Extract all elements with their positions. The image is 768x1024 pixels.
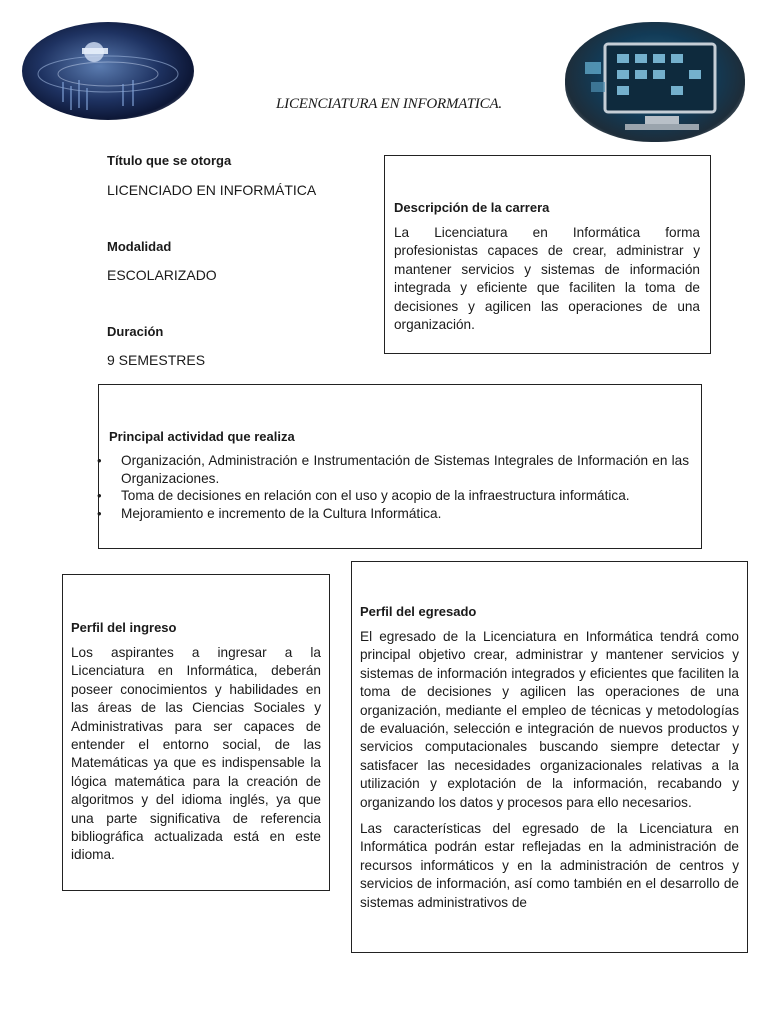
degree-value: LICENCIADO EN INFORMÁTICA: [107, 182, 317, 198]
career-description-text: La Licenciatura en Informática forma profesionistas capaces de crear, administrar y mantener servicios y sistemas de información integrada y eficiente que faciliten la toma de decisiones y agilicen las operaciones de una organización.: [394, 225, 700, 333]
degree-label: Título que se otorga: [107, 153, 232, 168]
bullet-icon: •: [97, 505, 102, 521]
entry-profile-title: Perfil del ingreso: [71, 620, 177, 635]
list-item: [97, 452, 689, 487]
graduate-profile-text-2: Las características del egresado de la Licenciatura en Informática podrán estar reflejadas en la administración de recursos informáticos y en la administración de centros y servicios de información, así como también en el desarrollo de sistemas administrativos de: [360, 821, 739, 910]
main-activity-box: [98, 384, 702, 549]
document-title: LICENCIATURA EN INFORMATICA.: [276, 96, 502, 112]
modality-value: ESCOLARIZADO: [107, 267, 217, 283]
list-item-text: Mejoramiento e incremento de la Cultura Informática.: [121, 505, 442, 521]
duration-label: Duración: [107, 324, 164, 339]
bullet-icon: •: [97, 453, 102, 468]
main-activity-title: Principal actividad que realiza: [109, 429, 295, 444]
entry-profile-box: [62, 574, 330, 891]
list-item: [97, 487, 689, 505]
list-item-text: Toma de decisiones en relación con el uso y acopio de la infraestructura informática.: [121, 488, 630, 503]
computer-monitor-image: [565, 22, 745, 142]
list-item-text: Organización, Administración e Instrumentación de Sistemas Integrales de Información en las Organizaciones.: [121, 453, 689, 486]
career-description-box: [384, 155, 711, 354]
duration-value: 9 SEMESTRES: [107, 352, 206, 368]
list-item: [97, 505, 689, 523]
bullet-icon: •: [97, 488, 102, 503]
graduate-profile-text-1: El egresado de la Licenciatura en Informática tendrá como principal objetivo crear, administrar y mantener servicios y sistemas de información integrados y eficientes que faciliten la toma de decisiones y agilicen las operaciones de una organización, mediante el empleo de técnicas y metodologías de evaluación, selección e integración de nuevos productos y servicios computacionales buscando siempre detectar y satisfacer las necesidades organizacionales relativas a la utilización y explotación de la información, recabando y organizando los datos y procesos para ello necesarios.: [360, 629, 739, 810]
main-activity-list: [97, 452, 689, 522]
entry-profile-text: Los aspirantes a ingresar a la Licenciatura en Informática, deberán poseer conocimientos y habilidades en las áreas de las Ciencias Sociales y Administrativas para ser capaces de entender el entorno social, de las Matemáticas ya que es indispensable la lógica matemática para la creación de algoritmos y del idioma inglés, ya que una parte significativa de referencia bibliográfica actualizada está en este idioma.: [71, 645, 321, 863]
career-description-title: Descripción de la carrera: [394, 200, 550, 215]
graduate-profile-box: [351, 561, 748, 953]
modality-label: Modalidad: [107, 239, 172, 254]
graduate-profile-title: Perfil del egresado: [360, 604, 477, 619]
